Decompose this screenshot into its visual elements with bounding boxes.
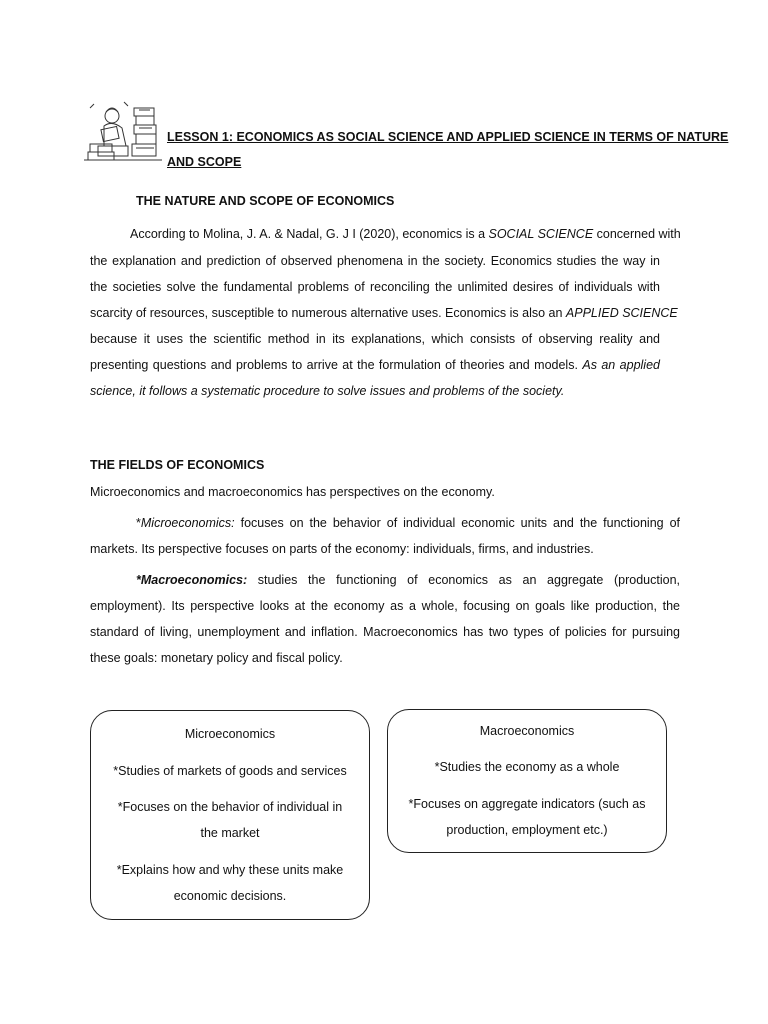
paragraph-nature-line-7: science, it follows a systematic procedure to solve issues and problems of the society. [90,384,565,398]
macro-term: *Macroeconomics: [136,573,248,587]
micro-box-item-3-line-2: economic decisions. [173,889,287,903]
paragraph-nature-line-3: the societies solve the fundamental problems of reconciling the unlimited desires of individuals with [90,280,660,294]
macro-definition-line-1: *Macroeconomics: studies the functioning of economics as an aggregate (production, [136,573,680,587]
macro-definition-line-4: these goals: monetary policy and fiscal policy. [90,651,343,665]
macro-box-item-1: *Studies the economy as a whole [434,760,620,774]
micro-box-title: Microeconomics [184,727,276,741]
fields-intro: Microeconomics and macroeconomics has perspectives on the economy. [90,485,495,499]
paragraph-nature-line-4: scarcity of resources, susceptible to numerous alternative uses. Economics is also an APPLIED SCIENCE [90,306,678,320]
macro-definition-line-2: employment). Its perspective looks at the economy as a whole, focusing on goals like production, the [90,599,680,613]
student-reading-books-icon [84,98,162,166]
macro-box-item-2-line-2: production, employment etc.) [446,823,608,837]
micro-definition-line-2: markets. Its perspective focuses on parts of the economy: individuals, firms, and industries. [90,542,594,556]
micro-box-item-2-line-2: the market [200,826,260,840]
lesson-title-line-1: LESSON 1: ECONOMICS AS SOCIAL SCIENCE AND APPLIED SCIENCE IN TERMS OF NATURE [167,130,729,144]
nature-scope-heading: THE NATURE AND SCOPE OF ECONOMICS [136,194,395,208]
microeconomics-box [90,710,370,920]
macro-box-item-2-line-1: *Focuses on aggregate indicators (such as [408,797,646,811]
micro-box-item-1: *Studies of markets of goods and services [113,764,347,778]
applied-science-term: APPLIED SCIENCE [565,306,678,320]
paragraph-nature-line-6: presenting questions and problems to arrive at the formulation of theories and models. As an applied [90,358,660,372]
macro-box-title: Macroeconomics [479,724,575,738]
paragraph-nature-line-5: because it uses the scientific method in its explanations, which consists of observing reality and [90,332,660,346]
fields-heading: THE FIELDS OF ECONOMICS [90,458,265,472]
social-science-term: SOCIAL SCIENCE [488,227,594,241]
macro-definition-line-3: standard of living, unemployment and inflation. Macroeconomics has two types of policies for pursuing [90,625,680,639]
paragraph-nature-line-1: According to Molina, J. A. & Nadal, G. J I (2020), economics is a SOCIAL SCIENCE concerned with [130,227,681,241]
micro-definition-line-1: *Microeconomics: focuses on the behavior of individual economic units and the functioning of [136,516,680,530]
micro-term: Microeconomics: [140,516,235,530]
micro-box-item-2-line-1: *Focuses on the behavior of individual in [117,800,343,814]
lesson-logo [84,98,162,166]
macroeconomics-box [387,709,667,853]
lesson-title-line-2: AND SCOPE [167,155,242,169]
micro-box-item-3-line-1: *Explains how and why these units make [116,863,344,877]
paragraph-nature-line-2: the explanation and prediction of observed phenomena in the society. Economics studies the way in [90,254,660,268]
